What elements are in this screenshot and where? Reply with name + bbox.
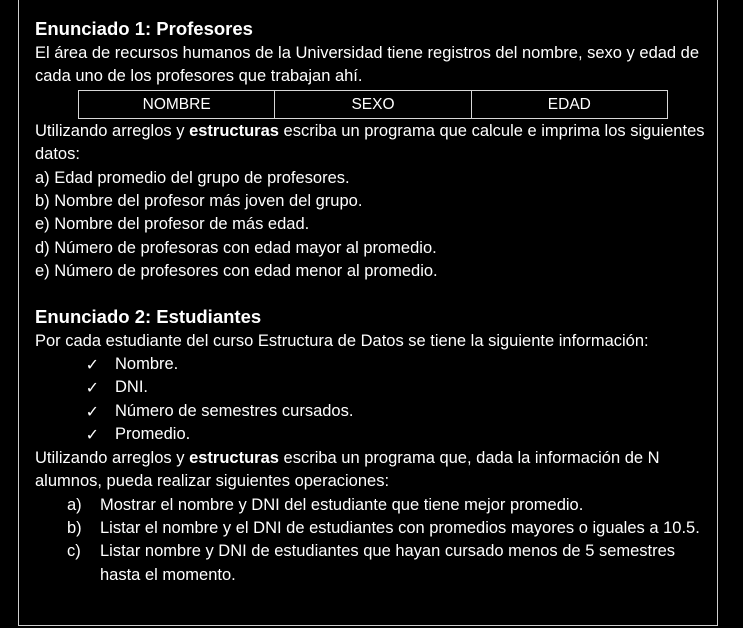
list-item: d) Número de profesoras con edad mayor al promedio. bbox=[35, 238, 437, 257]
section1-heading: Enunciado 1: Profesores bbox=[35, 18, 253, 39]
checkmark-icon: ✓ bbox=[85, 401, 99, 421]
section1-item-list bbox=[35, 167, 710, 284]
checklist-item-label: Número de semestres cursados. bbox=[115, 401, 354, 420]
checklist-item bbox=[35, 353, 710, 376]
operation-item bbox=[35, 540, 710, 587]
section-gap bbox=[35, 284, 710, 304]
table-header-edad: EDAD bbox=[547, 95, 591, 113]
table-header-nombre: NOMBRE bbox=[79, 91, 275, 118]
checklist-item bbox=[35, 423, 710, 446]
operation-text: Listar el nombre y el DNI de estudiantes con promedios mayores o iguales a 10.5. bbox=[100, 518, 700, 537]
operation-letter: a) bbox=[67, 495, 82, 514]
checkmark-icon: ✓ bbox=[85, 355, 99, 375]
table-header-sexo: SEXO bbox=[275, 91, 471, 118]
checklist-item-label: Nombre. bbox=[115, 355, 179, 374]
checkmark-icon: ✓ bbox=[85, 425, 99, 445]
section1-intro: El área de recursos humanos de la Universidad tiene registros del nombre, sexo y edad de cada uno de los profesores que trabajan ahí. bbox=[35, 44, 700, 86]
list-item: a) Edad promedio del grupo de profesores. bbox=[35, 168, 350, 187]
operation-text: Mostrar el nombre y DNI del estudiante que tiene mejor promedio. bbox=[100, 495, 584, 514]
list-item: e) Nombre del profesor de más edad. bbox=[35, 215, 310, 234]
section2-heading: Enunciado 2: Estudiantes bbox=[35, 305, 262, 327]
operation-item bbox=[35, 494, 710, 517]
document-body bbox=[35, 16, 710, 587]
list-item: b) Nombre del profesor más joven del grupo. bbox=[35, 192, 363, 211]
task-text-pre: Utilizando arreglos y bbox=[35, 448, 190, 467]
task-text-bold: estructuras bbox=[189, 121, 279, 140]
student-info-checklist bbox=[35, 353, 710, 447]
operation-text: Listar nombre y DNI de estudiantes que hayan cursado menos de 5 semestres hasta el momento. bbox=[100, 542, 676, 584]
professor-fields-table bbox=[78, 90, 668, 119]
task-text-bold: estructuras bbox=[189, 448, 279, 467]
task-text-post: escriba un programa que calcule e imprima los siguientes datos: bbox=[35, 121, 705, 164]
section2-task bbox=[35, 447, 710, 494]
section2-intro: Por cada estudiante del curso Estructura de Datos se tiene la siguiente información: bbox=[35, 331, 649, 350]
checklist-item-label: Promedio. bbox=[115, 425, 191, 444]
operations-list bbox=[35, 494, 710, 588]
checkmark-icon: ✓ bbox=[85, 378, 99, 398]
list-item: e) Número de profesores con edad menor al promedio. bbox=[35, 262, 438, 281]
task-text-pre: Utilizando arreglos y bbox=[35, 121, 190, 140]
checklist-item bbox=[35, 400, 710, 423]
checklist-item-label: DNI. bbox=[115, 378, 148, 397]
operation-letter: c) bbox=[67, 542, 81, 561]
checklist-item bbox=[35, 376, 710, 399]
operation-item bbox=[35, 517, 710, 540]
operation-letter: b) bbox=[67, 518, 82, 537]
task-text-post: escriba un programa que, dada la información de N alumnos, pueda realizar siguientes operaciones: bbox=[35, 448, 660, 491]
section1-task bbox=[35, 120, 710, 167]
